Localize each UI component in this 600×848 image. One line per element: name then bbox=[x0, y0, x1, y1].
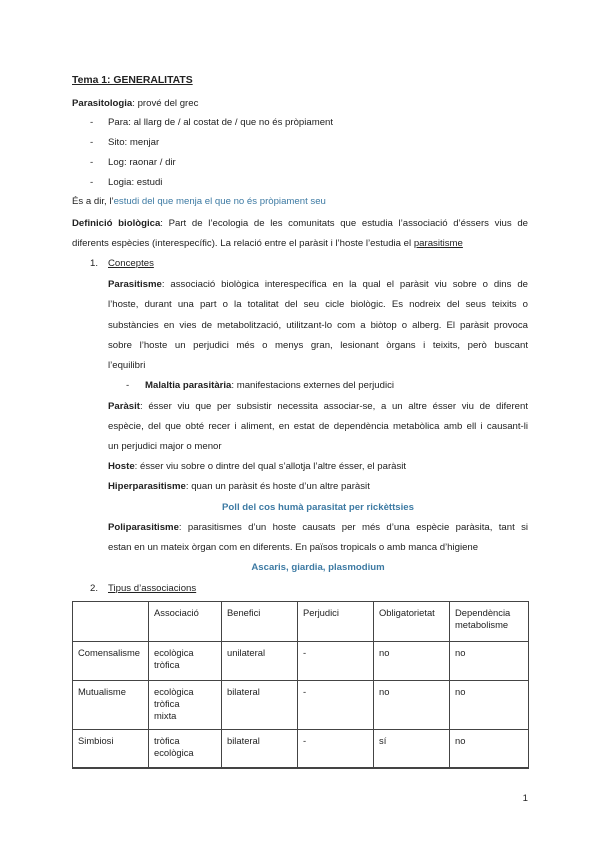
etymology-item: Logia: estudi bbox=[108, 177, 163, 188]
table-header-cell: Benefici bbox=[222, 602, 298, 642]
perjudici-cell: - bbox=[298, 642, 374, 681]
hiperparasitisme-line bbox=[108, 481, 370, 493]
parasit-text: : ésser viu que per subsistir necessita associar-se, a un altre ésser viu de diferent bbox=[140, 401, 528, 412]
associacio-value: ecològica bbox=[154, 686, 194, 697]
section-number: 1. bbox=[90, 258, 99, 269]
parasitisme-line-3: substàncies en vies de metabolització, utilitzant-lo com a biòtop o alberg. El paràsit provoca bbox=[108, 320, 528, 331]
associacio-value: tròfica bbox=[154, 698, 180, 710]
poliparasitisme-line-2: estan en un mateix òrgan com en diferents. En països tropicals o amb manca d’higiene bbox=[108, 542, 479, 553]
section-number: 2. bbox=[90, 583, 99, 594]
malaltia-text: : manifestacions externes del perjudici bbox=[231, 380, 395, 391]
parasit-term: Paràsit bbox=[108, 401, 140, 412]
dependencia-cell: no bbox=[450, 730, 529, 768]
obligatorietat-cell: no bbox=[374, 642, 450, 681]
poliparasitisme-term: Poliparasitisme bbox=[108, 522, 179, 533]
hoste-term: Hoste bbox=[108, 461, 135, 472]
table-header-cell: Dependència metabolisme bbox=[450, 602, 529, 642]
row-name-cell: Simbiosi bbox=[73, 730, 149, 768]
benefici-cell: bilateral bbox=[222, 681, 298, 730]
associacio-cell bbox=[149, 681, 222, 730]
malaltia-bullet: - bbox=[126, 380, 130, 391]
obligatorietat-cell: no bbox=[374, 681, 450, 730]
parasitisme-text: : associació biològica interespecífica en la qual el paràsit viu sobre o dins de bbox=[161, 279, 528, 290]
obligatorietat-cell: sí bbox=[374, 730, 450, 768]
definition-text: : Part de l’ecologia de les comunitats que estudia l’associació d’éssers vius de bbox=[160, 218, 528, 229]
parasitologia-term: Parasitologia bbox=[72, 98, 133, 109]
definition-term: Definició biològica bbox=[72, 218, 161, 229]
example-poll: Poll del cos humà parasitat per rickèttsies bbox=[222, 502, 414, 513]
table-row bbox=[73, 642, 529, 681]
hiperparasitisme-term: Hiperparasitisme bbox=[108, 481, 186, 492]
associacio-value: tròfica bbox=[154, 735, 180, 746]
hoste-text: : ésser viu sobre o dintre del qual s’allotja l’altre ésser, el paràsit bbox=[134, 461, 407, 472]
table-row bbox=[73, 730, 529, 768]
parasitisme-term: Parasitisme bbox=[108, 279, 162, 290]
table-header-cell bbox=[73, 602, 149, 642]
page-title: Tema 1: GENERALITATS bbox=[72, 75, 193, 86]
parasitisme-line-5: l’equilibri bbox=[108, 360, 146, 371]
associacio-value: mixta bbox=[154, 710, 177, 722]
etymology-item: Sito: menjar bbox=[108, 137, 160, 148]
parasitisme-link: parasitisme bbox=[413, 238, 463, 249]
parasitologia-line bbox=[72, 98, 198, 110]
parasitologia-text: : prové del grec bbox=[132, 98, 199, 109]
parasitisme-line-1 bbox=[108, 279, 528, 291]
parasit-line-2: espècie, del que obté recer i aliment, en estat de dependència metabòlica amb ell i causant-li bbox=[108, 421, 528, 432]
section-title: Conceptes bbox=[108, 258, 154, 269]
associations-table bbox=[72, 601, 529, 769]
associacio-value: tròfica bbox=[154, 659, 180, 671]
summary-line bbox=[72, 196, 326, 208]
benefici-cell: unilateral bbox=[222, 642, 298, 681]
poliparasitisme-line-1 bbox=[108, 522, 528, 534]
table-header-cell: Perjudici bbox=[298, 602, 374, 642]
definition-line-2 bbox=[72, 238, 463, 250]
dependencia-cell: no bbox=[450, 681, 529, 730]
summary-highlight: estudi del que menja el que no és pròpiament seu bbox=[113, 196, 326, 207]
benefici-cell: bilateral bbox=[222, 730, 298, 768]
perjudici-cell: - bbox=[298, 681, 374, 730]
etymology-bullet: - bbox=[90, 137, 94, 148]
example-ascaris: Ascaris, giardia, plasmodium bbox=[251, 562, 385, 573]
etymology-bullet: - bbox=[90, 117, 94, 128]
malaltia-term: Malaltia parasitària bbox=[145, 380, 232, 391]
etymology-bullet: - bbox=[90, 157, 94, 168]
dependencia-cell: no bbox=[450, 642, 529, 681]
table-header-row bbox=[73, 602, 529, 642]
row-name-cell: Mutualisme bbox=[73, 681, 149, 730]
etymology-item: Para: al llarg de / al costat de / que no és pròpiament bbox=[108, 117, 334, 128]
associacio-value: ecològica bbox=[154, 647, 194, 658]
parasit-line-3: un perjudici major o menor bbox=[108, 441, 222, 452]
definition-text-2: diferents espècies (interespecífic). La relació entre el paràsit i l’hoste l’estudia el bbox=[72, 238, 414, 249]
parasitisme-line-2: l’hoste, durant una part o la totalitat del seu cicle biològic. Es nodreix del seus teixits o bbox=[108, 299, 528, 310]
table-header-cell: Associació bbox=[149, 602, 222, 642]
parasit-line-1 bbox=[108, 401, 528, 413]
hiperparasitisme-text: : quan un paràsit és hoste d’un altre paràsit bbox=[185, 481, 370, 492]
associacio-cell bbox=[149, 642, 222, 681]
poliparasitisme-text: : parasitismes d’un hoste causats per més d’una espècie paràsita, tant si bbox=[178, 522, 528, 533]
row-name-cell: Comensalisme bbox=[73, 642, 149, 681]
malaltia-line bbox=[145, 380, 394, 392]
table-row bbox=[73, 681, 529, 730]
etymology-bullet: - bbox=[90, 177, 94, 188]
perjudici-cell: - bbox=[298, 730, 374, 768]
definition-line-1 bbox=[72, 218, 528, 230]
summary-prefix: És a dir, l’ bbox=[72, 196, 114, 207]
associacio-value: ecològica bbox=[154, 747, 194, 759]
etymology-item: Log: raonar / dir bbox=[108, 157, 176, 168]
associacio-cell bbox=[149, 730, 222, 768]
page-number: 1 bbox=[522, 793, 528, 804]
section-title: Tipus d’associacions bbox=[108, 583, 197, 594]
hoste-line bbox=[108, 461, 406, 473]
table-header-cell: Obligatorietat bbox=[374, 602, 450, 642]
parasitisme-line-4: sobre l’hoste un perjudici més o menys gran, lesionant òrgans i teixits, però buscant bbox=[108, 340, 528, 351]
